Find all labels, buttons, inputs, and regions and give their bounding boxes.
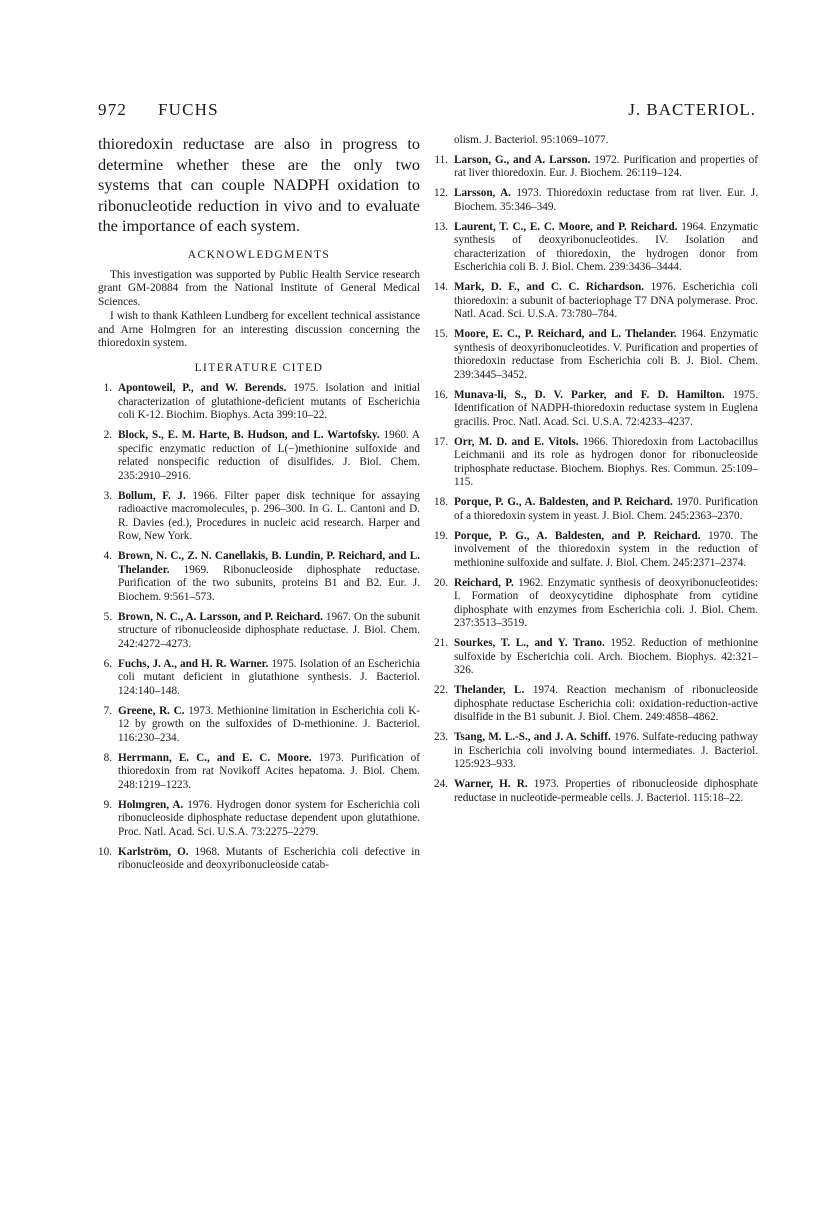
reference-text [454, 778, 758, 805]
literature-cited-heading: LITERATURE CITED [194, 362, 324, 375]
reference-item [98, 611, 420, 652]
reference-citation: 1975. Identification of NADPH-thioredoxin reductase system in Euglena gracilis. Proc. Natl. Acad. Sci. U.S.A. 72:4233–4237. [454, 388, 758, 428]
reference-citation: 1970. Purification of a thioredoxin system in yeast. J. Biol. Chem. 245:2363–2370. [454, 496, 758, 522]
reference-citation: 1973. Thioredoxin reductase from rat liver. Eur. J. Biochem. 35:346–349. [454, 187, 758, 213]
reference-authors: Larsson, A. [454, 187, 511, 200]
reference-number: 13. [434, 220, 448, 233]
reference-authors: Block, S., E. M. Harte, B. Hudson, and L. Wartofsky. [118, 429, 380, 442]
reference-text [454, 530, 758, 571]
reference-authors: Sourkes, T. L., and Y. Trano. [454, 637, 605, 650]
reference-authors: Porque, P. G., A. Baldesten, and P. Reichard. [454, 496, 673, 509]
reference-number: 1. [103, 382, 112, 395]
reference-item [434, 637, 758, 678]
reference-citation: 1968. Mutants of Escherichia coli defective in ribonucleoside and deoxyribonucleoside catab- [118, 845, 421, 872]
acknowledgments-heading: ACKNOWLEDGMENTS [187, 248, 331, 261]
reference-citation: 1973. Properties of ribonucleoside diphosphate reductase in nucleotide-permeable cells. J. Bacteriol. 115:18–22. [454, 777, 759, 804]
reference-citation: 1960. A specific enzymatic reduction of L(−)methionine sulfoxide and related nonspecific reduction of disulfides. J. Biol. Chem. 235:2910–2916. [118, 429, 421, 482]
page-number: 972 [98, 100, 128, 119]
reference-citation: 1952. Reduction of methionine sulfoxide by Escherichia coli. Arch. Biochem. Biophys. 42:321–326. [454, 637, 758, 677]
reference-text [454, 389, 758, 430]
reference-item [434, 328, 758, 382]
reference-item [434, 154, 758, 181]
reference-text [454, 328, 758, 382]
reference-authors: Munava-li, S., D. V. Parker, and F. D. Hamilton. [454, 388, 725, 401]
reference-number: 5. [103, 610, 112, 623]
reference-item [98, 799, 420, 840]
reference-authors: Holmgren, A. [118, 798, 184, 811]
reference-authors: Tsang, M. L.-S., and J. A. Schiff. [454, 731, 611, 743]
reference-number: 16. [434, 388, 448, 401]
running-author: FUCHS [158, 100, 219, 119]
reference-item [434, 436, 758, 490]
reference-citation: 1973. Methionine limitation in Escherichia coli K-12 by growth on the sulfoxides of D-methionine. J. Bacteriol. 116:230–234. [118, 704, 420, 744]
reference-authors: Thelander, L. [454, 684, 525, 697]
left-column [98, 134, 420, 879]
reference-text [118, 490, 420, 544]
reference-text [118, 799, 420, 840]
reference-text [454, 281, 758, 322]
reference-item [98, 490, 420, 544]
reference-text [454, 187, 758, 214]
reference-authors: Karlström, O. [118, 845, 189, 858]
reference-list-right [434, 154, 758, 805]
reference-list-left [98, 382, 420, 873]
reference-citation: 1964. Enzymatic synthesis of deoxyribonucleotides. IV. Isolation and characterization of thioredoxin, the hydrogen donor from Escherichia coli B. J. Biol. Chem. 239:3436–3444. [454, 220, 759, 274]
reference-number: 2. [103, 429, 112, 442]
reference-item [98, 752, 420, 793]
reference-text [454, 436, 758, 490]
reference-text [118, 382, 420, 423]
reference-citation: 1976. Sulfate-reducing pathway in Escherichia coli involving bound intermediates. J. Bacteriol. 125:923–933. [454, 731, 758, 771]
reference-number: 15. [434, 328, 448, 341]
body-paragraph: thioredoxin reductase are also in progress to determine whether these are the only two systems that can couple NADPH oxidation to ribonucleotide reduction in vivo and to evaluate the importance of each system. [98, 134, 420, 235]
reference-number: 11. [434, 153, 448, 166]
right-column [434, 134, 758, 811]
reference-item [98, 550, 420, 604]
reference-authors: Larson, G., and A. Larsson. [454, 153, 591, 166]
reference-number: 19. [434, 529, 448, 542]
reference-number: 18. [434, 496, 448, 509]
reference-number: 22. [434, 684, 448, 697]
reference-text [118, 846, 420, 873]
reference-item [434, 187, 758, 214]
reference-citation: 1972. Purification and properties of rat liver thioredoxin. Eur. J. Biochem. 26:119–124. [454, 153, 758, 180]
reference-item [434, 684, 758, 725]
reference-item [434, 530, 758, 571]
reference-continuation: olism. J. Bacteriol. 95:1069–1077. [454, 134, 609, 146]
reference-text [454, 731, 758, 772]
reference-authors: Reichard, P. [454, 576, 514, 589]
reference-authors: Mark, D. F., and C. C. Richardson. [454, 281, 645, 294]
reference-item [98, 429, 420, 483]
reference-authors: Porque, P. G., A. Baldesten, and P. Reichard. [454, 529, 701, 542]
reference-authors: Brown, N. C., A. Larsson, and P. Reichard. [118, 610, 323, 623]
reference-citation: 1969. Ribonucleoside diphosphate reductase. Purification of the two subunits, proteins B1 and B2. Eur. J. Biochem. 9:561–573. [118, 563, 420, 603]
reference-text [118, 611, 420, 652]
reference-number: 9. [103, 798, 112, 811]
reference-citation: 1970. The involvement of the thioredoxin system in the reduction of methionine sulfoxide and sulfate. J. Biol. Chem. 245:2371–2374. [454, 529, 759, 569]
reference-authors: Orr, M. D. and E. Vitols. [454, 435, 579, 448]
reference-number: 3. [103, 489, 112, 502]
reference-text [454, 684, 758, 725]
reference-item [434, 389, 758, 430]
reference-item [434, 778, 758, 805]
reference-citation: 1975. Isolation and initial characterization of glutathione-deficient mutants of Escherichia coli K-12. Biochim. Biophys. Acta 399:10–22. [118, 382, 421, 422]
reference-authors: Brown, N. C., Z. N. Canellakis, B. Lundin, P. Reichard, and L. Thelander. [118, 550, 420, 576]
reference-authors: Herrmann, E. C., and E. C. Moore. [118, 751, 312, 764]
reference-citation: 1966. Thioredoxin from Lactobacillus Leichmanii and its role as hydrogen donor for ribonucleoside triphosphate reductase. Biochem. Biophys. Res. Commun. 25:109–115. [454, 435, 758, 489]
journal-name: J. BACTERIOL. [628, 100, 756, 119]
reference-citation: 1964. Enzymatic synthesis of deoxyribonucleotides. V. Purification and properties of thioredoxin reductase from Escherichia coli B. J. Biol. Chem. 239:3445–3452. [454, 328, 758, 381]
reference-text [454, 154, 758, 181]
running-header [98, 100, 756, 124]
reference-item [434, 496, 758, 523]
reference-authors: Fuchs, J. A., and H. R. Warner. [118, 657, 269, 670]
reference-authors: Laurent, T. C., E. C. Moore, and P. Reichard. [454, 220, 678, 233]
reference-citation: 1973. Purification of thioredoxin from rat Novikoff Acites hepatoma. J. Biol. Chem. 248:1219–1223. [118, 751, 420, 791]
reference-citation: 1976. Escherichia coli thioredoxin: a subunit of bacteriophage T7 DNA polymerase. Proc. Natl. Acad. Sci. U.S.A. 73:780–784. [454, 281, 758, 321]
reference-text [454, 496, 758, 523]
acknowledgment-paragraph: I wish to thank Kathleen Lundberg for excellent technical assistance and Arne Holmgren for an interesting discussion concerning the thioredoxin system. [98, 310, 420, 350]
reference-item [434, 577, 758, 631]
reference-citation: 1976. Hydrogen donor system for Escherichia coli ribonucleoside diphosphate reductase dependent upon glutathione. Proc. Natl. Acad. Sci. U.S.A. 73:2275–2279. [118, 798, 421, 838]
reference-number: 20. [434, 576, 448, 589]
reference-number: 4. [103, 550, 112, 563]
reference-item [98, 658, 420, 699]
reference-number: 12. [434, 187, 448, 200]
acknowledgment-paragraph: This investigation was supported by Public Health Service research grant GM-20884 from the National Institute of General Medical Sciences. [98, 268, 420, 308]
reference-number: 10. [98, 845, 112, 858]
reference-text [118, 705, 420, 746]
reference-item [434, 731, 758, 772]
reference-citation: 1967. On the subunit structure of ribonucleoside diphosphate reductase. J. Biol. Chem. 242:4272–4273. [118, 610, 421, 650]
reference-authors: Apontoweil, P., and W. Berends. [118, 382, 287, 395]
reference-citation: 1966. Filter paper disk technique for assaying radioactive macromolecules, p. 296–300. In G. L. Cantoni and D. R. Davies (ed.), Procedures in nucleic acid research. Harper and Row, New York. [118, 489, 421, 543]
reference-authors: Greene, R. C. [118, 704, 185, 717]
reference-text [118, 550, 420, 604]
reference-citation: 1974. Reaction mechanism of ribonucleoside diphosphate reductase Escherichia coli: oxidation-reduction-active disulfide in the B1 subunit. J. Biol. Chem. 249:4858–4862. [454, 684, 758, 724]
reference-number: 17. [434, 435, 448, 448]
reference-number: 24. [434, 777, 448, 790]
reference-number: 21. [434, 637, 448, 650]
reference-number: 6. [103, 657, 112, 670]
reference-text [454, 637, 758, 678]
reference-number: 8. [103, 751, 112, 764]
reference-number: 7. [103, 704, 112, 717]
reference-text [118, 658, 420, 699]
reference-item [98, 382, 420, 423]
reference-authors: Warner, H. R. [454, 777, 528, 790]
reference-authors: Bollum, F. J. [118, 489, 186, 502]
reference-text [118, 429, 420, 483]
reference-citation: 1962. Enzymatic synthesis of deoxyribonucleotides: I. Formation of deoxycytidine diphosphate from cytidine diphosphate with enzymes from Escherichia coli. J. Biol. Chem. 237:3513–3519. [454, 576, 758, 630]
reference-authors: Moore, E. C., P. Reichard, and L. Thelander. [454, 328, 677, 341]
reference-number: 14. [434, 281, 448, 294]
reference-item [434, 221, 758, 275]
reference-citation: 1975. Isolation of an Escherichia coli mutant deficient in glutathione synthesis. J. Bacteriol. 124:140–148. [118, 657, 420, 697]
reference-item [434, 281, 758, 322]
reference-text [118, 752, 420, 793]
reference-item [98, 705, 420, 746]
reference-text [454, 221, 758, 275]
reference-text [454, 577, 758, 631]
reference-item [98, 846, 420, 873]
reference-number: 23. [434, 731, 448, 743]
